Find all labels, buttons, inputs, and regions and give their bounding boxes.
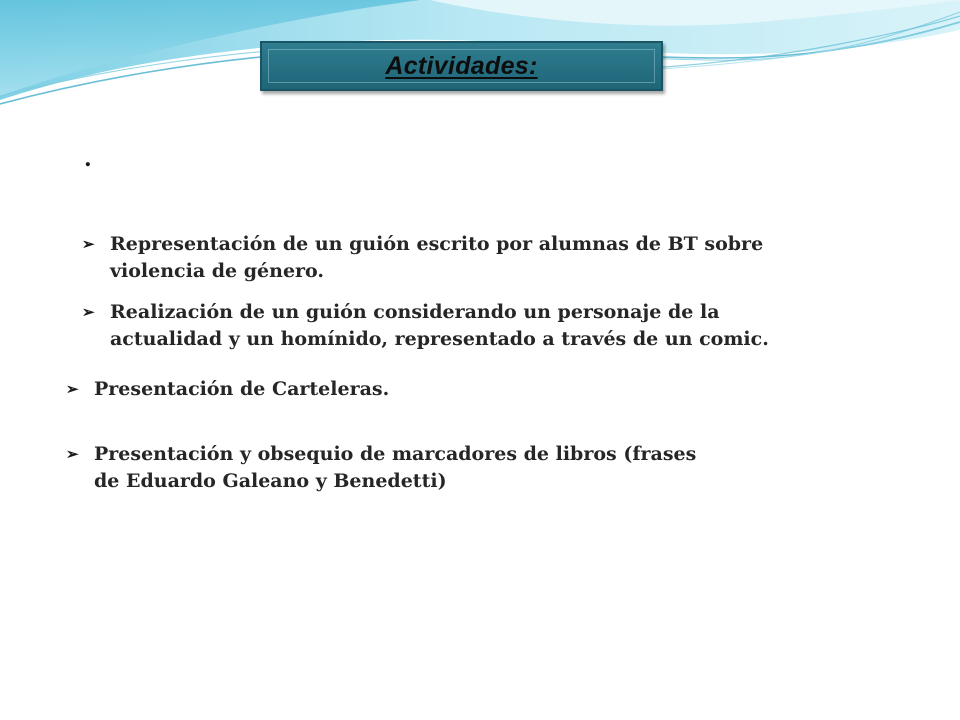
bullet-line: Presentación y obsequio de marcadores de libros (frases	[94, 443, 697, 465]
arrow-bullet-icon: ➢	[82, 303, 95, 321]
arrow-bullet-icon: ➢	[82, 235, 95, 253]
bullet-line: de Eduardo Galeano y Benedetti)	[94, 470, 447, 492]
bullet-text	[94, 376, 389, 403]
slide-title: Actividades:	[385, 51, 538, 80]
bullet-text	[110, 299, 769, 353]
bullet-item	[66, 376, 806, 403]
title-banner	[260, 41, 663, 91]
arrow-bullet-icon: ➢	[66, 445, 79, 463]
bullet-line: Representación de un guión escrito por alumnas de BT sobre	[110, 233, 764, 255]
arrow-bullet-icon: ➢	[66, 380, 79, 398]
bullet-item	[66, 441, 766, 495]
bullet-item	[82, 299, 822, 353]
bullet-line: violencia de género.	[110, 260, 324, 282]
bullet-line: Presentación de Carteleras.	[94, 378, 390, 400]
bullet-text	[94, 441, 696, 495]
stray-dot: .	[84, 146, 92, 172]
bullet-line: actualidad y un homínido, representado a través de un comic.	[110, 328, 769, 350]
bullet-line: Realización de un guión considerando un personaje de la	[110, 301, 720, 323]
bullet-item	[82, 231, 822, 285]
bullet-text	[110, 231, 763, 285]
